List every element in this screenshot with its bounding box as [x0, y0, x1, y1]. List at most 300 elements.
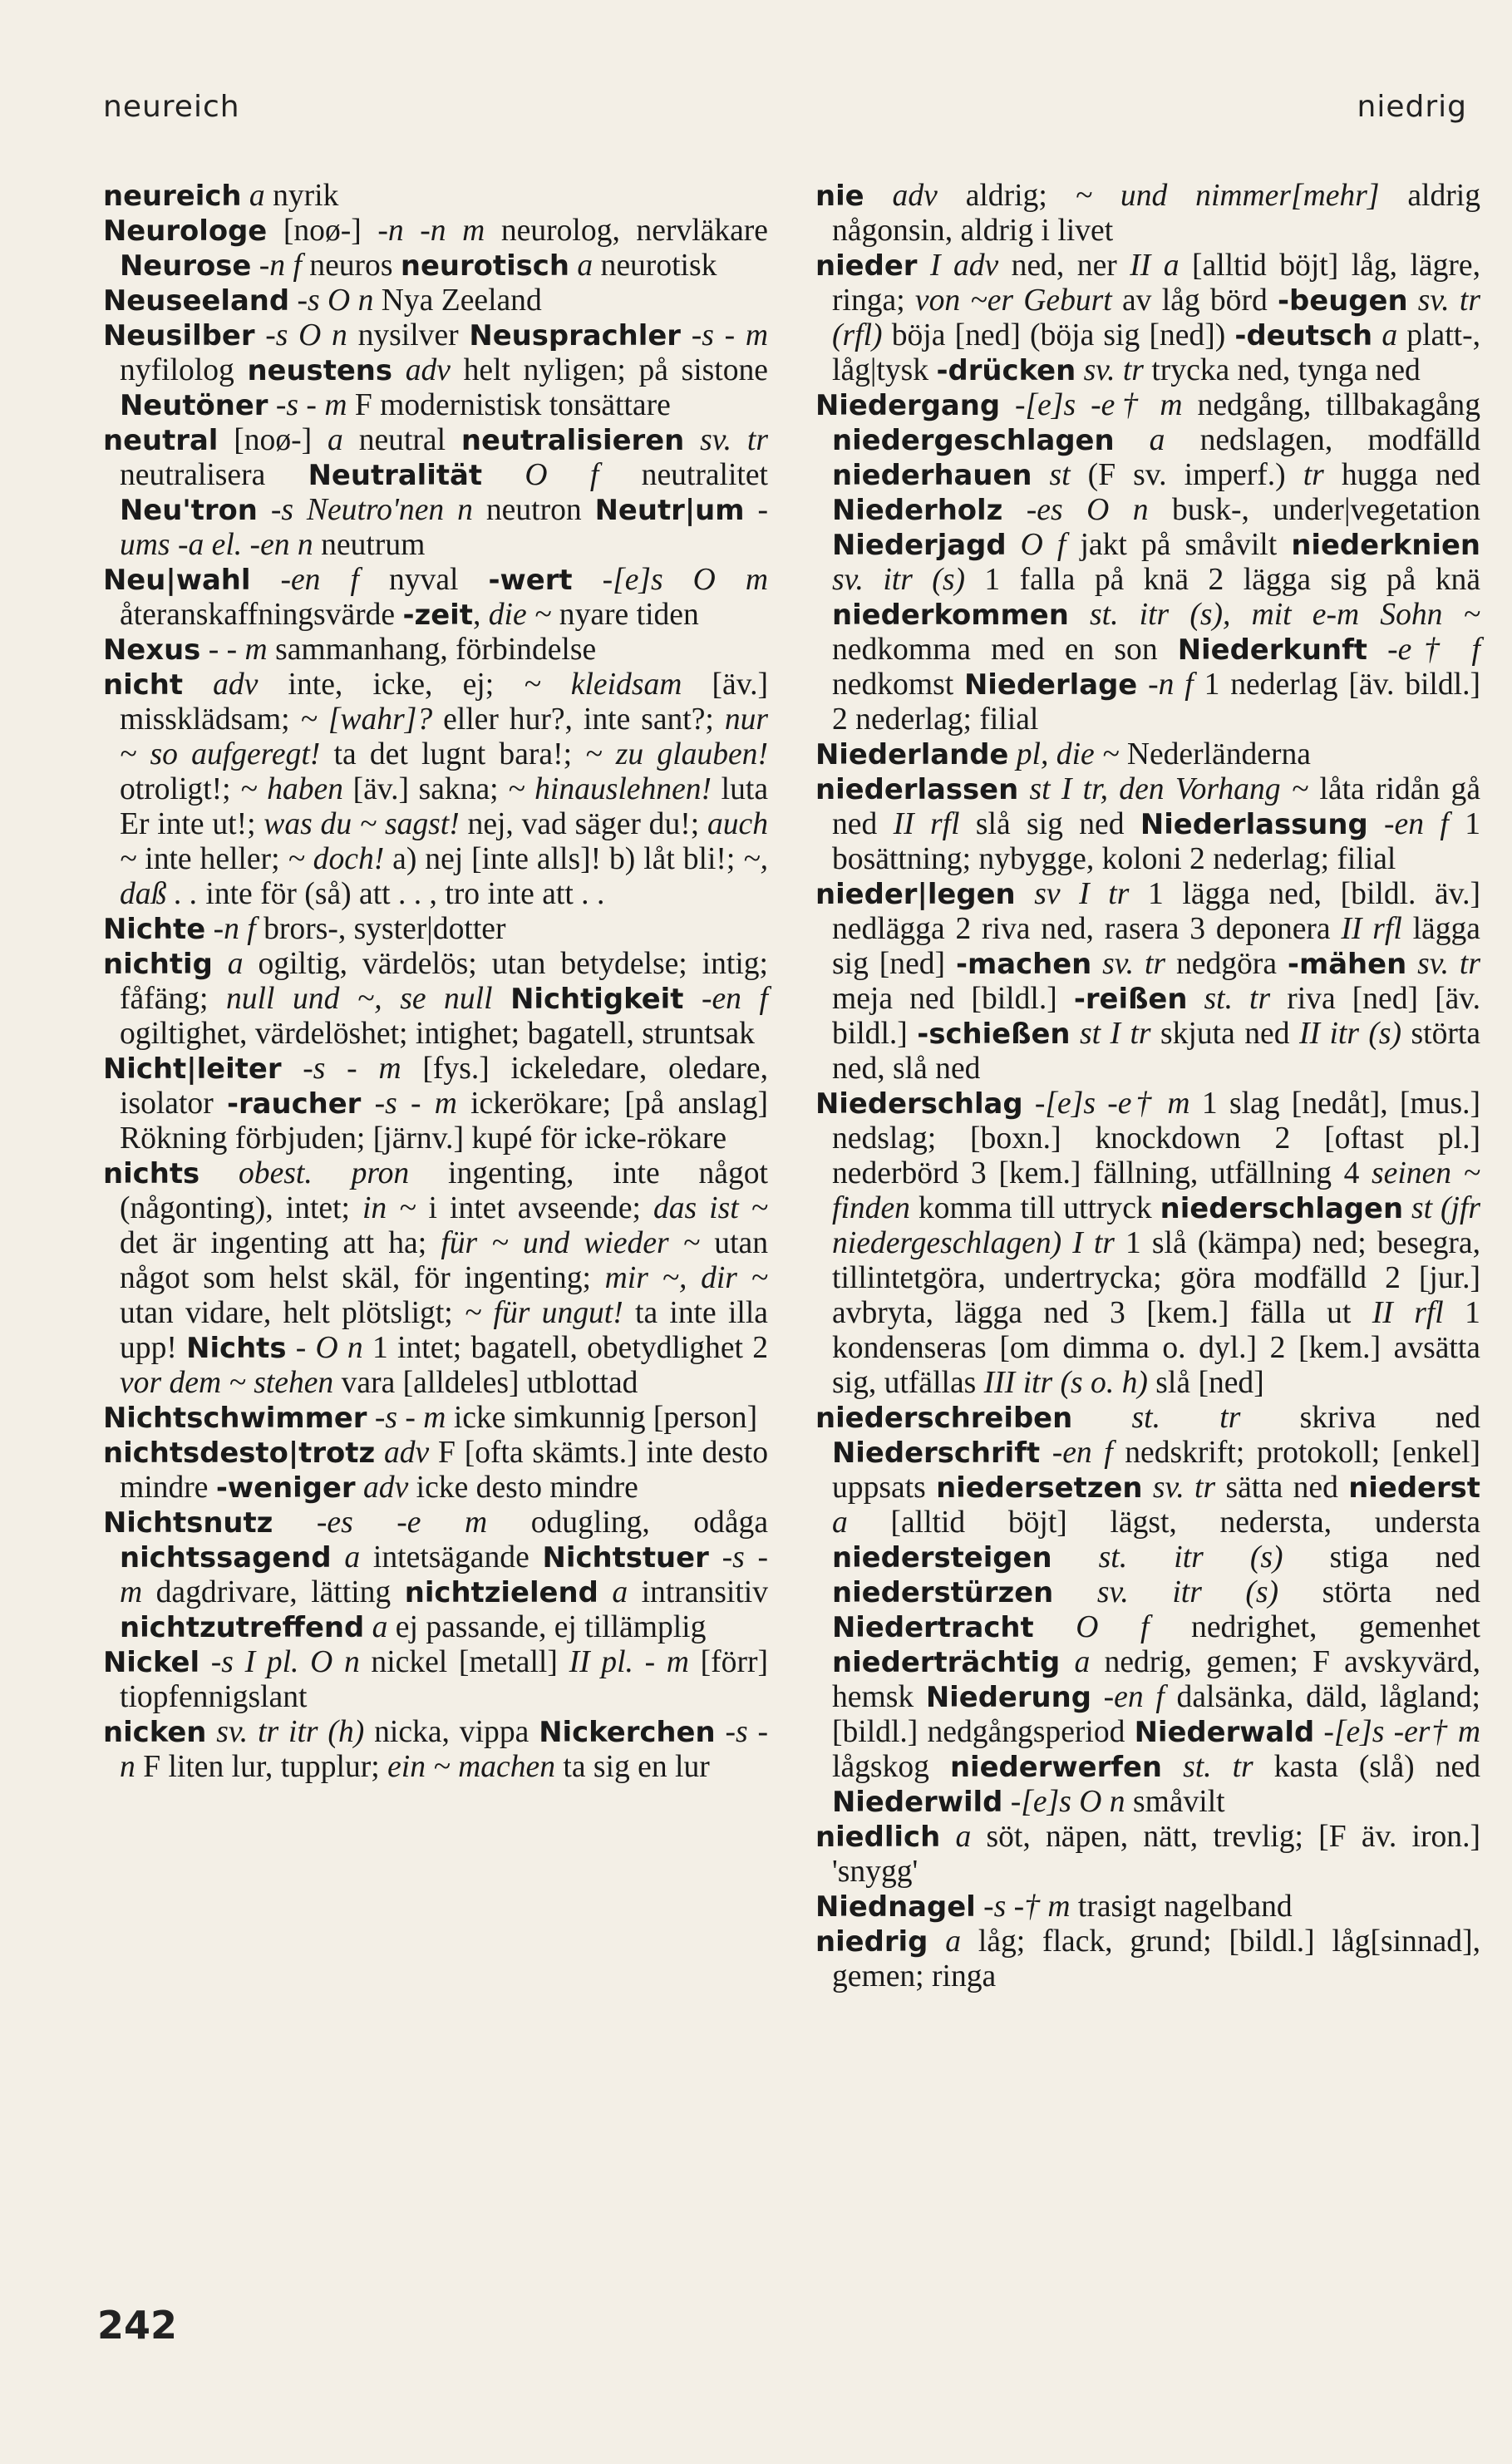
entry-text — [1162, 1750, 1183, 1784]
running-head-right: niedrig — [1357, 90, 1467, 124]
headword: neureich — [103, 180, 242, 212]
headword: Niederwild — [832, 1786, 1003, 1818]
entry-text — [1008, 737, 1016, 771]
entry-text: neurotisk — [593, 249, 717, 283]
entry-text — [251, 249, 259, 283]
dictionary-entry — [103, 1506, 768, 1645]
entry-text: 1 slå (kämpa) ned; besegra, tillintetgöra, undertrycka; göra modfälld 2 [jur.] avbryta, lägga ned 3 [kem.] fälla ut — [832, 1226, 1480, 1330]
entry-text: låta ridån gå ned — [832, 772, 1481, 841]
entry-text — [1091, 947, 1102, 981]
grammar-italic: ~ kleidsam — [524, 668, 682, 702]
entry-text — [1071, 1017, 1080, 1051]
grammar-italic: adv — [363, 1471, 409, 1505]
entry-text: småvilt — [1125, 1785, 1225, 1819]
entry-text — [493, 982, 511, 1016]
headword: Niederschlag — [815, 1087, 1023, 1120]
grammar-italic: -en f — [701, 982, 768, 1016]
grammar-italic: ~ haben — [240, 772, 343, 806]
headword: niederträchtig — [832, 1646, 1061, 1678]
entry-text: [förr] tiopfennigslant — [120, 1645, 768, 1714]
headword: niederkommen — [832, 599, 1069, 631]
dictionary-entry — [103, 1156, 768, 1401]
grammar-italic: st. tr — [1131, 1401, 1241, 1435]
right-column — [815, 179, 1480, 1994]
entry-text: inte för (så) att . . , tro inte att . . — [197, 877, 605, 911]
headword: Neusprachler — [469, 319, 681, 352]
grammar-italic: adv — [892, 179, 938, 213]
grammar-italic: a — [577, 249, 593, 283]
grammar-italic: sv. tr (rfl) — [832, 283, 1480, 352]
entry-text: 1 intet; bagatell, obetydlighet 2 — [362, 1331, 768, 1365]
entry-text: jakt på småvilt — [1066, 528, 1292, 562]
grammar-italic: st. itr (s), mit e-m Sohn ~ — [1090, 598, 1480, 632]
entry-text: dagdrivare, lätting — [142, 1575, 405, 1609]
entry-text: av låg börd — [1111, 283, 1278, 318]
grammar-italic: a — [945, 1924, 961, 1959]
grammar-italic: ~ zu glauben! — [585, 737, 768, 771]
dictionary-entry — [815, 179, 1480, 249]
grammar-italic: st I tr, den Vorhang ~ — [1029, 772, 1309, 806]
headword: nichtzutreffend — [120, 1611, 365, 1643]
entry-text — [1053, 1575, 1097, 1609]
grammar-italic: -s I pl. O n — [210, 1645, 360, 1679]
entry-text: nedgöra — [1165, 947, 1288, 981]
headword: Nicht|leiter — [103, 1052, 282, 1085]
entry-text: meja ned [bildl.] — [832, 982, 1074, 1016]
entry-text: nedrig, gemen; F avskyvärd, hemsk — [832, 1645, 1480, 1714]
grammar-italic: ~, daß . . — [120, 842, 768, 911]
entry-text: störta ned — [1278, 1575, 1480, 1609]
headword: Niederlage — [963, 668, 1138, 701]
grammar-italic: -s O n — [265, 318, 347, 352]
grammar-italic: sv. tr — [1102, 947, 1166, 981]
entry-text — [332, 1540, 345, 1574]
headword: niederstürzen — [832, 1576, 1054, 1609]
entry-text — [205, 912, 213, 946]
entry-text: inte heller; — [136, 842, 288, 876]
headword: Neusilber — [103, 319, 255, 352]
entry-text — [1034, 1610, 1076, 1644]
entry-text: nej, vad säger du!; — [459, 807, 707, 841]
headword: Nexus — [103, 633, 201, 666]
headword: Niederlande — [815, 738, 1009, 771]
entry-text: odugling, odåga — [487, 1506, 768, 1540]
entry-text: [fys.] ickeledare, oledare, isolator — [120, 1052, 768, 1121]
grammar-italic: -s Neutro'nen n — [270, 493, 473, 527]
headword: Nickel — [103, 1646, 200, 1678]
entry-text: nyare tiden — [551, 598, 699, 632]
entry-text — [745, 493, 758, 527]
entry-text: skriva ned — [1240, 1401, 1480, 1435]
entry-text: ingenting, inte något (någonting), intet; — [120, 1156, 768, 1225]
grammar-italic: vor dem ~ stehen — [120, 1366, 334, 1400]
grammar-italic: -[e]s O n — [1010, 1785, 1125, 1819]
dictionary-entry — [103, 423, 768, 563]
entry-text: ta inte illa upp! — [120, 1296, 768, 1365]
headword: Niederung — [925, 1681, 1091, 1713]
headword: Nickerchen — [539, 1716, 716, 1748]
entry-text — [258, 493, 271, 527]
entry-text — [199, 1156, 239, 1190]
entry-text — [1372, 318, 1381, 352]
headword: -raucher — [226, 1087, 362, 1120]
entry-text: komma till uttryck — [909, 1191, 1160, 1225]
grammar-italic: st. tr — [1204, 982, 1271, 1016]
grammar-italic: -en f — [1103, 1680, 1165, 1714]
entry-text — [976, 1890, 983, 1924]
headword: nichtsdesto|trotz — [103, 1437, 376, 1469]
dictionary-entry — [815, 737, 1480, 772]
entry-text — [241, 179, 249, 213]
entry-text — [1060, 1645, 1074, 1679]
grammar-italic: -es -e m — [316, 1506, 488, 1540]
entry-text: ta sig en lur — [555, 1750, 710, 1784]
grammar-italic: -n f — [259, 249, 302, 283]
headword: -wert — [488, 564, 573, 596]
entry-text — [255, 318, 266, 352]
entry-text: 1 slag [nedåt], [mus.] nedslag; [boxn.] knockdown 2 [oftast pl.] nederbörd 3 [kem.] fällning, utfällning 4 — [832, 1087, 1480, 1190]
grammar-italic: II pl. - m — [569, 1645, 689, 1679]
headword: niederhauen — [832, 459, 1032, 491]
entry-text: intransitiv — [628, 1575, 768, 1609]
entry-text — [1032, 458, 1049, 492]
grammar-italic: -s - n — [120, 1715, 768, 1784]
entry-text: stiga ned — [1283, 1540, 1480, 1574]
entry-text: slå sig ned — [959, 807, 1140, 841]
entry-text: nedkomst — [832, 668, 964, 702]
grammar-italic: I adv — [929, 249, 999, 283]
entry-text: [äv.] sakna; — [342, 772, 509, 806]
headword: niedergeschlagen — [832, 424, 1115, 456]
entry-text: 1 nederlag [äv. bildl.] 2 nederlag; filial — [832, 668, 1480, 737]
entry-text: busk-, under|vegetation — [1148, 493, 1480, 527]
entry-text: nedgång, tillbakagång — [1182, 388, 1480, 422]
grammar-italic: -es O n — [1026, 493, 1149, 527]
entry-text — [573, 563, 603, 597]
entry-text: neutral — [342, 423, 461, 457]
entry-text — [1007, 528, 1021, 562]
headword: neutral — [103, 424, 219, 456]
grammar-italic: a — [832, 1506, 848, 1540]
entry-text — [183, 668, 213, 702]
headword: Niederschrift — [832, 1437, 1041, 1469]
grammar-italic: obest. pron — [239, 1156, 410, 1190]
grammar-italic: a — [612, 1575, 628, 1609]
entry-text: sätta ned — [1215, 1471, 1349, 1505]
dictionary-entry — [103, 912, 768, 947]
entry-text: böja [ned] (böja sig [ned]) — [882, 318, 1235, 352]
grammar-italic: ~ [wahr]? — [300, 702, 433, 737]
headword: niederlassen — [815, 773, 1019, 806]
entry-text — [1091, 1680, 1104, 1714]
grammar-italic: für ~ und wieder ~ — [441, 1226, 701, 1260]
entry-text — [1076, 353, 1083, 387]
entry-text — [213, 947, 228, 981]
entry-text — [598, 1575, 613, 1609]
dictionary-entry — [103, 1436, 768, 1506]
entry-text — [1018, 772, 1029, 806]
entry-text: luta Er inte ut!; — [120, 772, 768, 841]
grammar-italic: st. tr — [1183, 1750, 1253, 1784]
grammar-italic: st I tr — [1079, 1017, 1151, 1051]
entry-text: ta det lugnt bara!; — [320, 737, 586, 771]
headword: Niedertracht — [832, 1611, 1034, 1643]
grammar-italic: adv — [405, 353, 451, 387]
entry-text — [928, 1924, 945, 1959]
entry-text: , — [472, 598, 489, 632]
entry-text: neutralisera — [120, 458, 308, 492]
grammar-italic: adv — [383, 1436, 430, 1470]
entry-text — [375, 1436, 384, 1470]
grammar-italic: ~ hinauslehnen! — [508, 772, 712, 806]
entry-text: nedkomma med en son — [832, 633, 1178, 667]
entry-text: lägga sig [ned] — [832, 912, 1480, 981]
entry-text — [268, 388, 275, 422]
entry-text — [1403, 1191, 1411, 1225]
grammar-italic: das ist ~ — [653, 1191, 768, 1225]
dictionary-entry — [815, 1401, 1480, 1820]
headword: Nichte — [103, 913, 206, 945]
entry-text: brors-, syster|dotter — [255, 912, 506, 946]
headword: nieder — [815, 249, 918, 282]
dictionary-entry — [103, 1052, 768, 1156]
entry-text: nyrik — [264, 179, 339, 213]
grammar-italic: sv. tr — [1083, 353, 1144, 387]
dictionary-entry — [103, 668, 768, 912]
grammar-italic: II a — [1130, 249, 1180, 283]
headword: niedlich — [815, 1821, 941, 1853]
entry-text: aldrig någonsin, aldrig i livet — [832, 179, 1481, 248]
headword: niedrig — [815, 1925, 928, 1958]
headword: Niederholz — [832, 494, 1003, 526]
entry-text — [716, 1715, 726, 1749]
grammar-italic: in ~ — [362, 1191, 416, 1225]
headword: Neutralität — [308, 459, 483, 491]
grammar-italic: -s - m — [303, 1052, 401, 1086]
dictionary-entry — [103, 214, 768, 283]
entry-text: nicka, vippa — [364, 1715, 539, 1749]
headword: -beugen — [1278, 284, 1408, 317]
dictionary-entry — [815, 1890, 1480, 1924]
entry-text: 1 lägga ned, [bildl. äv.] nedlägga 2 riva ned, rasera 3 deponera — [832, 877, 1480, 946]
entry-text — [1002, 1785, 1010, 1819]
grammar-italic: null und ~, se null — [225, 982, 493, 1016]
entry-text — [864, 179, 893, 213]
grammar-italic: -s - m — [374, 1401, 446, 1435]
entry-text — [1406, 947, 1417, 981]
grammar-italic: -e† f — [1387, 633, 1480, 667]
entry-text: nedrighet, gemenhet — [1149, 1610, 1480, 1644]
grammar-italic: - O n — [295, 1331, 363, 1365]
grammar-italic: II rfl — [1341, 912, 1402, 946]
grammar-italic: O f — [525, 458, 599, 492]
headword: nichts — [103, 1157, 200, 1190]
entry-text: i intet avseende; — [416, 1191, 653, 1225]
entry-text: inte, icke, ej; — [258, 668, 525, 702]
entry-text: Nederländerna — [1119, 737, 1311, 771]
grammar-italic: a — [249, 179, 265, 213]
entry-text: nickel [metall] — [359, 1645, 569, 1679]
grammar-italic: sv. tr — [700, 423, 768, 457]
grammar-italic: ~ doch! — [288, 842, 385, 876]
entry-text — [1069, 598, 1090, 632]
entry-text — [681, 318, 692, 352]
entry-text — [287, 1331, 296, 1365]
dictionary-entry — [103, 947, 768, 1052]
headword: -drücken — [936, 354, 1076, 387]
headword: niedersetzen — [936, 1471, 1143, 1504]
entry-text: söt, näpen, nätt, trevlig; [F äv. iron.] 'snygg' — [832, 1820, 1480, 1889]
grammar-italic: -[e]s O m — [602, 563, 768, 597]
headword: neurotisch — [400, 249, 569, 282]
headword: Neutr|um — [594, 494, 745, 526]
entry-text: neutron — [472, 493, 595, 527]
grammar-italic: -en f — [1384, 807, 1449, 841]
headword: Niedergang — [815, 389, 1001, 421]
headword: nichtssagend — [120, 1541, 332, 1574]
entry-text: neurolog, nervläkare — [485, 214, 768, 248]
grammar-italic: - - m — [208, 633, 268, 667]
dictionary-entry — [815, 1924, 1480, 1994]
entry-text — [282, 1052, 303, 1086]
entry-text — [1000, 388, 1015, 422]
entry-text: [noø-] — [218, 423, 328, 457]
dictionary-entry — [815, 388, 1480, 737]
grammar-italic: a — [328, 423, 343, 457]
dictionary-entry — [103, 179, 768, 214]
entry-text: sammanhang, förbindelse — [267, 633, 597, 667]
dictionary-entry — [103, 1401, 768, 1436]
entry-text — [1115, 423, 1150, 457]
grammar-italic: sv. itr (s) — [832, 563, 965, 597]
entry-text: det är ingenting att ha; — [120, 1226, 441, 1260]
entry-text: vara [alldeles] utblottad — [333, 1366, 638, 1400]
page-number: 242 — [97, 2303, 178, 2348]
entry-text: neuros — [301, 249, 401, 283]
headword: niederst — [1348, 1471, 1480, 1504]
entry-text — [367, 1401, 374, 1435]
grammar-italic: nur ~ so aufgeregt! — [120, 702, 769, 771]
entry-text: icke desto mindre — [408, 1471, 638, 1505]
grammar-italic: sv. tr — [1417, 947, 1480, 981]
grammar-italic: II rfl — [893, 807, 960, 841]
entry-text — [1072, 1401, 1131, 1435]
grammar-italic: a — [1149, 423, 1165, 457]
entry-text — [569, 249, 577, 283]
entry-text: trasigt nagelband — [1070, 1890, 1293, 1924]
grammar-italic: a — [344, 1540, 361, 1574]
entry-text — [199, 1645, 211, 1679]
headword: niederknien — [1291, 529, 1480, 561]
entry-text: kasta (slå) ned — [1253, 1750, 1480, 1784]
headword: Nichtsnutz — [103, 1506, 273, 1539]
entry-text: trycka ned, tynga ned — [1143, 353, 1421, 387]
entry-text: ogiltig, värdelös; utan betydelse; intig; fåfäng; — [120, 947, 768, 1016]
headword: Nichtigkeit — [510, 983, 684, 1015]
entry-text: 1 falla på knä 2 lägga sig på knä — [964, 563, 1481, 597]
headword: Nichtschwimmer — [103, 1402, 367, 1434]
dictionary-entry — [103, 283, 768, 318]
headword: Niederlassung — [1140, 808, 1368, 840]
entry-text: dalsänka, däld, lågland; [bildl.] nedgångsperiod — [832, 1680, 1480, 1749]
grammar-italic: st (jfr niedergeschlagen) I tr — [832, 1191, 1481, 1260]
entry-text — [250, 563, 280, 597]
grammar-italic: die ~ — [488, 598, 552, 632]
entry-text: a) nej [inte alls]! b) låt bli!; — [384, 842, 744, 876]
entry-text: eller hur?, inte sant?; — [432, 702, 725, 737]
entry-text — [1143, 1471, 1153, 1505]
entry-text — [683, 982, 702, 1016]
entry-text — [1002, 493, 1026, 527]
running-head-left: neureich — [103, 90, 240, 124]
grammar-italic: -s -† m — [983, 1890, 1071, 1924]
grammar-italic: -n f — [213, 912, 256, 946]
entry-text — [1052, 1540, 1099, 1574]
entry-text: slå [ned] — [1147, 1366, 1264, 1400]
entry-text: [alltid böjt] låg, lägre, ringa; — [832, 249, 1480, 318]
entry-text: icke simkunnig [person] — [446, 1401, 758, 1435]
headword: Neurose — [120, 249, 252, 282]
headword: neustens — [247, 354, 393, 387]
headword: -mähen — [1287, 948, 1407, 980]
entry-text — [289, 283, 297, 318]
dictionary-entry — [103, 1715, 768, 1785]
dictionary-entry — [815, 1820, 1480, 1890]
entry-text — [206, 1715, 216, 1749]
entry-text: neutrum — [313, 528, 426, 562]
dictionary-entry — [103, 633, 768, 668]
entry-text: utan något som helst skäl, för ingenting; — [120, 1226, 768, 1295]
headword: -schießen — [917, 1018, 1071, 1050]
grammar-italic: II itr (s) — [1298, 1017, 1402, 1051]
entry-text — [1314, 1715, 1323, 1749]
entry-text: aldrig; — [937, 179, 1076, 213]
grammar-italic: ~ für ungut! — [464, 1296, 623, 1330]
dictionary-entry — [815, 1087, 1480, 1401]
grammar-italic: ein ~ machen — [387, 1750, 555, 1784]
entry-text — [392, 353, 406, 387]
grammar-italic: III itr (s o. h) — [983, 1366, 1148, 1400]
entry-text — [1367, 633, 1387, 667]
entry-text: ickerökare; [på anslag] Rökning förbjuden; [järnv.] kupé för icke-rökare — [120, 1087, 768, 1156]
headword: Neuseeland — [103, 284, 290, 317]
entry-text — [482, 458, 525, 492]
headword: Nichts — [186, 1332, 287, 1364]
dictionary-entry — [815, 772, 1480, 877]
headword: nieder|legen — [815, 878, 1016, 910]
headword: Neurologe — [103, 214, 268, 247]
entry-text: ogiltighet, värdelöshet; intighet; bagatell, struntsak — [120, 1017, 755, 1051]
entry-text: helt nyligen; på sistone — [450, 353, 768, 387]
headword: nicht — [103, 668, 183, 701]
grammar-italic: adv — [213, 668, 259, 702]
grammar-italic: -[e]s -er† m — [1323, 1715, 1480, 1749]
grammar-italic: -[e]s -e† m — [1034, 1087, 1190, 1121]
entry-text: [noø-] — [267, 214, 378, 248]
grammar-italic: sv. tr — [1152, 1471, 1216, 1505]
headword: neutralisieren — [460, 424, 685, 456]
dictionary-entry — [103, 318, 768, 423]
entry-text — [273, 1506, 317, 1540]
headword: niederwerfen — [949, 1751, 1163, 1783]
entry-text — [684, 423, 700, 457]
grammar-italic: auch ~ — [120, 807, 769, 876]
headword: -machen — [955, 948, 1092, 980]
entry-text: låg; flack, grund; [bildl.] låg[sinnad], gemen; ringa — [832, 1924, 1480, 1993]
entry-text: F [ofta skämts.] inte desto mindre — [120, 1436, 768, 1505]
grammar-italic: -ums -a el. -en n — [120, 493, 768, 562]
entry-text — [940, 1820, 955, 1854]
